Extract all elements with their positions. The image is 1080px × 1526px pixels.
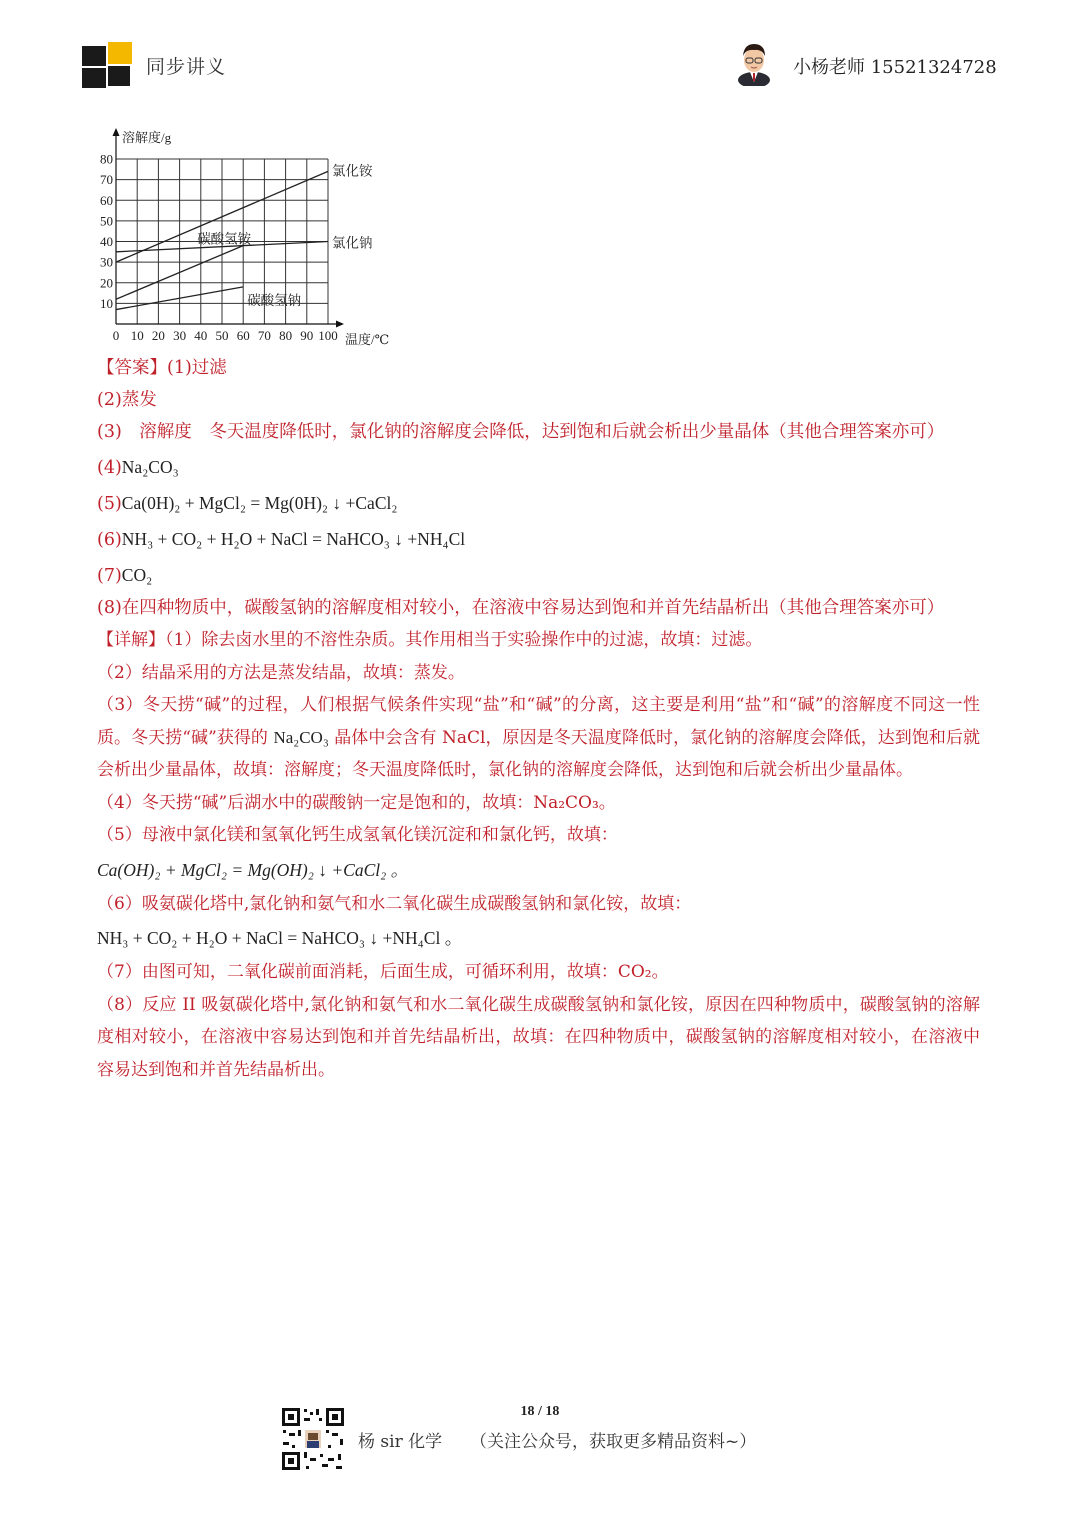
answer-7-label: (7) [97,566,122,586]
answer-3: (3) 溶解度 冬天温度降低时，氯化钠的溶解度会降低，达到饱和后就会析出少量晶体（其他合理答案亦可） [97,422,945,442]
y-tick-label: 80 [100,151,113,167]
detail-5-equation: Ca(OH)₂ + MgCl₂ = Mg(OH)₂ ↓ +CaCl₂ 。 [97,859,409,880]
answer-5 [97,487,980,520]
y-tick-label: 10 [100,295,113,311]
answer-6-label: (6) [97,530,122,550]
answer-heading: 【答案】 [97,358,167,378]
y-axis-arrow [113,128,120,136]
y-tick-label: 70 [100,172,113,188]
answer-1: (1)过滤 [167,358,227,378]
x-tick-label: 70 [257,328,271,343]
teacher-avatar-icon [736,40,772,86]
y-tick-label: 40 [100,234,113,249]
answer-7-formula: CO₂ [121,565,153,585]
x-tick-label: 60 [236,328,250,343]
chart-x-axis-label: 温度/℃ [345,332,390,347]
chart-axes [113,128,345,328]
detail-3-text-a: （3）冬天捞“碱”的过程，人们根据气候条件实现“盐”和“碱”的分离，这主要是利用“盐”和“碱”的溶解度不同这一性质。冬天捞“碱”获得的 [97,695,980,748]
chart-series [116,163,373,309]
solubility-chart [90,118,410,350]
footer-note: （关注公众号，获取更多精品资料~） [470,1432,757,1452]
detail-1-text: （1）除去卤水里的不溶性杂质。其作用相当于实验操作中的过滤，故填：过滤。 [165,630,763,650]
series-label-2: 氯化钠 [332,235,373,251]
detail-2: （2）结晶采用的方法是蒸发结晶，故填：蒸发。 [97,662,465,683]
detail-8: （8）反应 II 吸氨碳化塔中,氯化钠和氨气和水二氧化碳生成碳酸氢钠和氯化铵，原因在四种物质中，碳酸氢钠的溶解度相对较小，在溶液中容易达到饱和并首先结晶析出，故填：在四种物质中，碳酸氢钠的溶解度相对较小，在溶液中容易达到饱和并首先结晶析出。 [97,994,980,1080]
detail-7: （7）由图可知，二氧化碳前面消耗，后面生成，可循环利用，故填：CO₂。 [97,962,669,982]
x-tick-label: 50 [215,328,229,343]
answer-2: (2)蒸发 [97,390,157,410]
x-tick-label: 30 [173,328,187,343]
detail-3-formula: Na₂CO₃ [273,727,329,747]
series-label-1: 氯化铵 [332,163,373,179]
detail-4: （4）冬天捞“碱”后湖水中的碳酸钠一定是饱和的，故填：Na₂CO₃。 [97,792,616,813]
answer-7 [97,559,980,592]
y-tick-label: 50 [100,213,113,229]
header-title: 同步讲义 [146,56,227,78]
x-tick-label: 20 [151,328,165,343]
x-tick-label: 90 [300,328,314,343]
answer-4-formula: Na₂CO₃ [121,457,179,477]
y-tick-label: 30 [100,254,113,270]
x-tick-label: 10 [130,328,144,343]
answer-4 [97,451,980,484]
page-number: 18 / 18 [520,1404,560,1419]
teacher-contact: 小杨老师 15521324728 [793,57,997,78]
answer-5-formula: Ca(0H)₂ + MgCl₂ = Mg(0H)₂ ↓ +CaCl₂ [121,493,398,513]
detail-1 [97,624,980,657]
answer-6 [97,523,980,556]
answer-5-label: (5) [97,494,122,514]
detail-6-equation: NH₃ + CO₂ + H₂O + NaCl = NaHCO₃ ↓ +NH₄Cl 。 [97,928,463,948]
detail-5: （5）母液中氯化镁和氢氧化钙生成氢氧化镁沉淀和和氯化钙，故填： [97,825,618,845]
y-tick-label: 60 [100,192,113,208]
detail-heading: 【详解】 [97,630,165,650]
detail-3-text-b: 晶体中会含有 NaCl，原因是冬天温度降低时，氯化钠的溶解度会降低，达到饱和后就会析出少量晶体，故填：溶解度；冬天温度降低时，氯化钠的溶解度会降低，达到饱和后就会析出少量晶体。 [97,727,981,780]
answer-4-label: (4) [97,458,122,478]
x-tick-label: 80 [279,328,293,343]
x-tick-label: 40 [194,328,208,343]
x-tick-label: 0 [112,328,120,343]
detail-3 [97,689,980,787]
chart-y-axis-label: 溶解度/g [122,130,172,145]
answer-section [97,352,980,1086]
series-label-4: 碳酸氢钠 [247,292,302,308]
answer-line-1 [97,352,980,384]
brand-logo-icon [82,42,134,88]
footer-account-name: 杨 sir 化学 [358,1432,443,1452]
detail-6: （6）吸氨碳化塔中,氯化钠和氨气和水二氧化碳生成碳酸氢钠和氯化铵，故填： [97,893,692,914]
series-label-3: 碳酸氢铵 [197,231,252,247]
x-axis-arrow [336,321,344,328]
y-tick-label: 20 [100,275,113,291]
answer-6-formula: NH₃ + CO₂ + H₂O + NaCl = NaHCO₃ ↓ +NH₄Cl [121,529,466,549]
x-tick-label: 100 [318,328,338,343]
answer-8: (8)在四种物质中，碳酸氢钠的溶解度相对较小，在溶液中容易达到饱和并首先结晶析出（其他合理答案亦可） [97,598,945,618]
